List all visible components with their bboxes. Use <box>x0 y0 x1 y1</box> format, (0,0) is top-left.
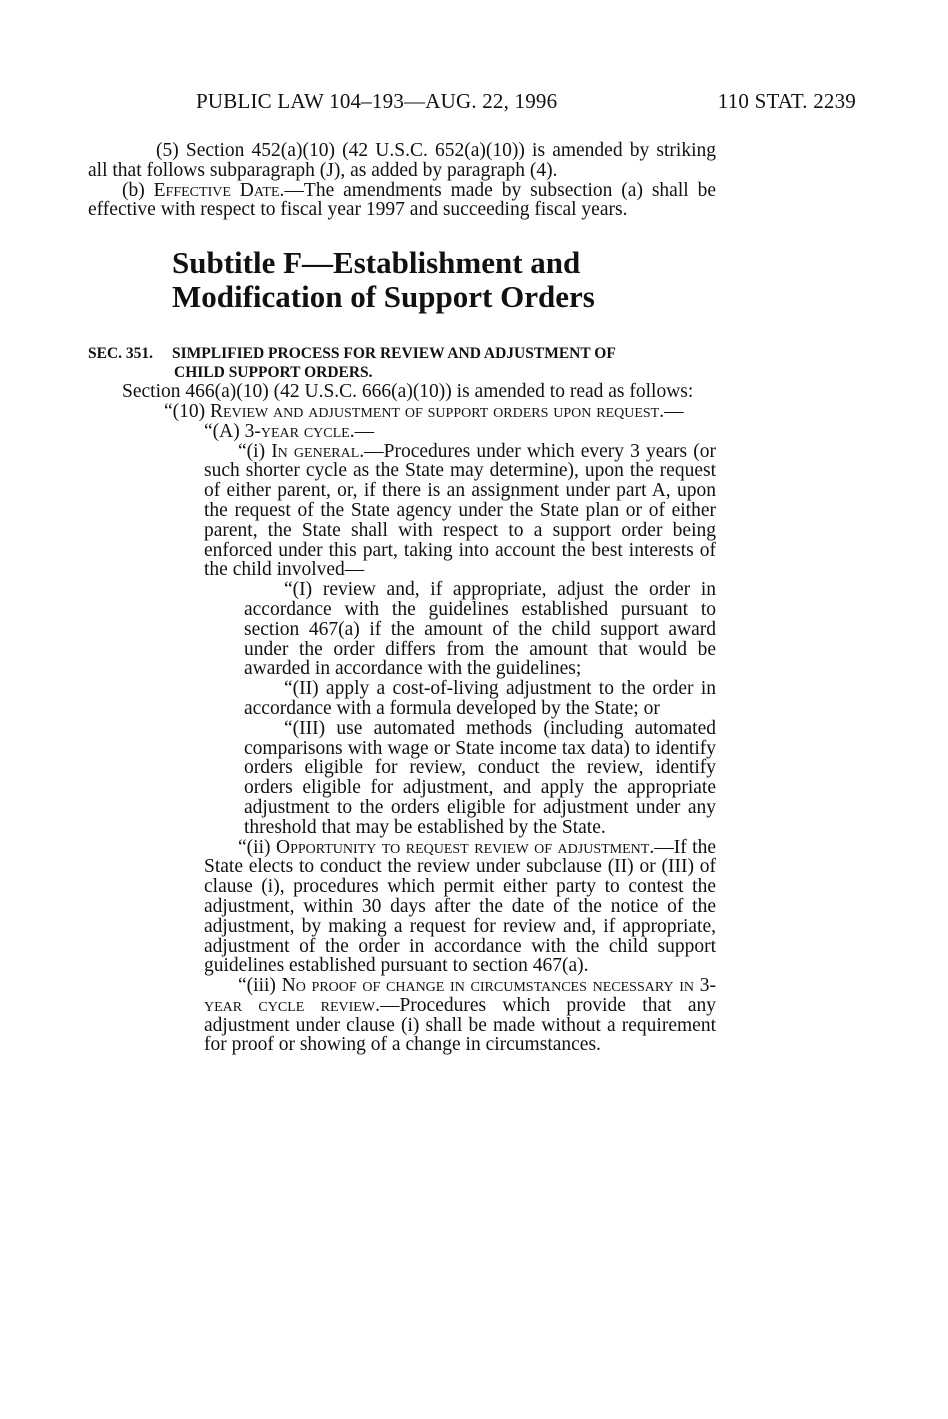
header-law-date: PUBLIC LAW 104–193—AUG. 22, 1996 <box>196 89 558 113</box>
subparagraph-A-heading: 3-year cycle <box>244 420 350 442</box>
clause-iii <box>88 976 716 1055</box>
paragraph-10 <box>88 402 716 422</box>
paragraph-10-label: “(10) <box>164 400 211 422</box>
clause-iii-text: .—Procedures which provide that any adjustment under clause (i) shall be made without a requirement for proof or showing of a change in circumstances. <box>204 994 716 1056</box>
paragraph-b-label: (b) <box>122 179 154 201</box>
page-body <box>88 141 716 1055</box>
paragraph-5: (5) Section 452(a)(10) (42 U.S.C. 652(a)(10)) is amended by striking all that follows subparagraph (J), as added by paragraph (4). <box>88 140 716 181</box>
subclause-I: “(I) review and, if appropriate, adjust the order in accordance with the guidelines established pursuant to section 467(a) if the amount of the child support award under the order differs from the amount that would be awarded in accordance with the guidelines; <box>244 579 716 680</box>
subtitle-heading <box>172 246 716 314</box>
paragraph-10-text: .— <box>659 400 684 422</box>
clause-ii-heading: Opportunity to request review of adjustment <box>275 836 650 858</box>
clause-iii-heading: No proof of change in circumstances necessary in 3-year cycle review <box>204 975 716 1016</box>
clause-ii <box>88 838 716 977</box>
section-heading <box>88 344 716 382</box>
subparagraph-A-text: .— <box>349 420 375 442</box>
clause-i-label: “(i) <box>238 440 272 462</box>
section-number: SEC. 351. <box>88 345 154 363</box>
section-title-line-2: CHILD SUPPORT ORDERS. <box>174 364 373 382</box>
paragraph-b <box>88 181 716 221</box>
clause-iii-label: “(iii) <box>238 975 282 997</box>
clause-ii-label: “(ii) <box>238 836 276 858</box>
subtitle-line-2: Modification of Support Orders <box>172 279 595 315</box>
subclause-II: “(II) apply a cost-of-living adjustment to the order in accordance with a formula developed by the State; or <box>244 678 716 719</box>
clause-i-heading: In general <box>271 440 360 462</box>
subparagraph-A-label: “(A) <box>204 420 245 442</box>
header-stat-page: 110 STAT. 2239 <box>717 89 856 113</box>
paragraph-b-text: .—The amendments made by subsection (a) shall be effective with respect to fiscal year 1997 and succeeding fiscal years. <box>88 179 716 221</box>
section-title-line-1: SIMPLIFIED PROCESS FOR REVIEW AND ADJUSTMENT OF <box>172 345 616 363</box>
subclause-III: “(III) use automated methods (including automated comparisons with wage or State income tax data) to identify orders eligible for review, conduct the review, identify orders eligible for adjustment, and apply the appropriate adjustment to the orders eligible for adjustment under any threshold that may be established by the State. <box>244 717 716 838</box>
clause-i-text: .—Procedures under which every 3 years (or such shorter cycle as the State may determine), upon the request of either parent, or, if there is an assignment under part A, upon the request of the State agency under the State plan or of either parent, the State shall with respect to a support order being enforced under this part, taking into account the best interests of the child involved— <box>204 440 716 581</box>
paragraph-10-heading: Review and adjustment of support orders upon request <box>210 400 660 422</box>
section-intro: Section 466(a)(10) (42 U.S.C. 666(a)(10)) is amended to read as follows: <box>122 381 694 403</box>
clause-ii-text: .—If the State elects to conduct the review under subclause (II) or (III) of clause (i), procedures which permit either party to contest the adjustment, within 30 days after the date of the notice of the adjustment, by making a request for review and, if appropriate, adjustment of the order in accordance with the child support guidelines established pursuant to section 467(a). <box>204 836 717 977</box>
paragraph-b-heading: Effective Date <box>153 179 280 201</box>
clause-i <box>88 442 716 581</box>
subparagraph-A <box>88 422 716 442</box>
subtitle-line-1: Subtitle F—Establishment and <box>172 245 581 281</box>
